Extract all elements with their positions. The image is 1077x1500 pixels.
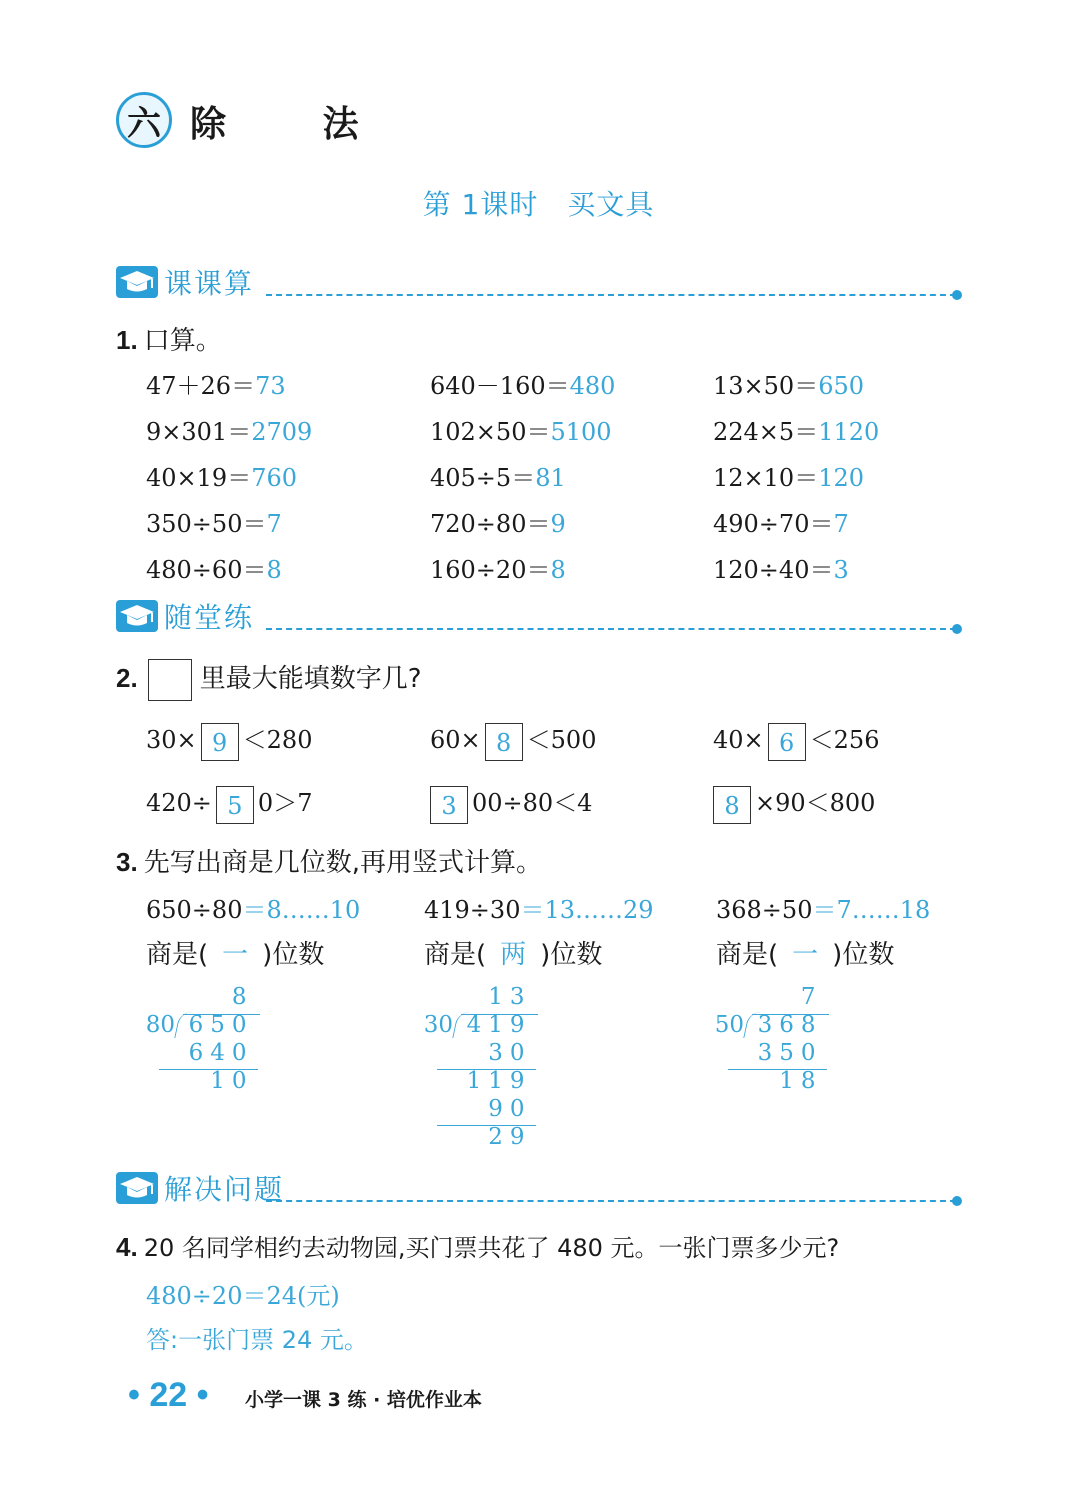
- question-text: 20 名同学相约去动物园,买门票共花了 480 元。一张门票多少元?: [143, 1234, 840, 1262]
- section-divider: [266, 294, 956, 296]
- equation: [146, 366, 286, 401]
- division-result: ＝13……29: [520, 896, 654, 924]
- quotient-digits-line: [146, 934, 324, 971]
- section-header-class-practice: [116, 598, 962, 634]
- division-equation: [716, 890, 930, 925]
- division-step: 640: [188, 1040, 254, 1066]
- equation-expression: 350÷50＝: [146, 510, 267, 538]
- equation-expression: 405÷5＝: [430, 464, 536, 492]
- inequality: [713, 720, 879, 761]
- quotient: 13: [488, 984, 532, 1010]
- long-division: [421, 984, 581, 1184]
- question-number: 2.: [116, 663, 138, 693]
- section-label: 课课算: [164, 267, 255, 300]
- graduation-cap-icon: [116, 600, 158, 632]
- quotient-prefix: 商是(: [146, 940, 209, 970]
- answer-box: 5: [216, 786, 254, 824]
- equation: [146, 458, 297, 493]
- dividend: 368: [757, 1012, 823, 1038]
- equation: [430, 550, 566, 585]
- question-3-title: [116, 842, 542, 879]
- graduation-cap-icon: [116, 266, 158, 298]
- equation: [146, 504, 282, 539]
- quotient-prefix: 商是(: [424, 940, 487, 970]
- equation-answer: 7: [266, 510, 282, 538]
- section-divider: [266, 1200, 956, 1202]
- quotient-digits-line: [716, 934, 894, 971]
- dividend: 419: [466, 1012, 532, 1038]
- inequality: [430, 783, 592, 824]
- equation-answer: 8: [550, 556, 566, 584]
- quotient-suffix: )位数: [262, 940, 325, 970]
- divisor: 80: [145, 1012, 175, 1038]
- division-step: 119: [466, 1068, 532, 1094]
- division-equation: [424, 890, 654, 925]
- answer-box: 8: [485, 723, 523, 761]
- equation-answer: 120: [818, 464, 864, 492]
- quotient-digits-line: [424, 934, 602, 971]
- quotient-digits-answer: 一: [222, 940, 249, 970]
- section-label: 随堂练: [164, 601, 255, 634]
- inequality-suffix: ＜500: [526, 726, 597, 754]
- division-equation: [146, 890, 360, 925]
- section-dot: [952, 624, 962, 634]
- question-number: 4.: [116, 1232, 138, 1262]
- equation-expression: 490÷70＝: [713, 510, 834, 538]
- division-step: 18: [779, 1068, 823, 1094]
- equation-answer: 5100: [550, 418, 612, 446]
- answer-box: 9: [201, 723, 239, 761]
- division-expression: 650÷80: [146, 896, 243, 924]
- equation-expression: 160÷20＝: [430, 556, 551, 584]
- question-4: [116, 1228, 839, 1263]
- equation-expression: 12×10＝: [713, 464, 819, 492]
- question-1-title: [116, 320, 222, 357]
- equation-answer: 650: [818, 372, 864, 400]
- equation: [713, 504, 849, 539]
- inequality-suffix: 0＞7: [257, 789, 313, 817]
- division-expression: 419÷30: [424, 896, 521, 924]
- equation-expression: 102×50＝: [430, 418, 551, 446]
- equation-answer: 7: [833, 510, 849, 538]
- inequality: [146, 720, 312, 761]
- equation-expression: 47＋26＝: [146, 372, 256, 400]
- equation: [146, 412, 312, 447]
- equation-answer: 480: [569, 372, 616, 400]
- inequality-suffix: 00÷80＜4: [472, 789, 593, 817]
- quotient-prefix: 商是(: [716, 940, 779, 970]
- division-step: 30: [488, 1040, 532, 1066]
- equation-expression: 480÷60＝: [146, 556, 267, 584]
- equation: [713, 412, 879, 447]
- lesson-title: 第 1课时 买文具: [422, 188, 655, 221]
- division-expression: 368÷50: [716, 896, 813, 924]
- question-number: 3.: [116, 847, 138, 877]
- section-divider: [266, 628, 956, 630]
- equation-answer: 2709: [251, 418, 313, 446]
- division-bar: [752, 1014, 829, 1015]
- section-header-problem-solving: [116, 1170, 962, 1206]
- division-step: 29: [488, 1124, 532, 1150]
- equation-expression: 224×5＝: [713, 418, 819, 446]
- equation-expression: 9×301＝: [146, 418, 252, 446]
- inequality-prefix: 60×: [430, 726, 481, 754]
- division-step: 90: [488, 1096, 532, 1122]
- question-text: 口算。: [143, 326, 222, 356]
- section-label: 解决问题: [164, 1173, 285, 1206]
- inequality: [713, 783, 875, 824]
- equation-expression: 13×50＝: [713, 372, 819, 400]
- quotient-digits-answer: 两: [500, 940, 527, 970]
- quotient: 8: [231, 984, 254, 1010]
- chapter-number-badge: 六: [116, 92, 172, 148]
- inequality: [146, 783, 312, 824]
- section-dot: [952, 290, 962, 300]
- equation-expression: 720÷80＝: [430, 510, 551, 538]
- inequality-suffix: ＜280: [242, 726, 313, 754]
- equation-expression: 120÷40＝: [713, 556, 834, 584]
- division-step: 350: [757, 1040, 823, 1066]
- page-number: • 22 •: [128, 1376, 209, 1414]
- equation-answer: 760: [251, 464, 297, 492]
- division-result: ＝7……18: [812, 896, 931, 924]
- equation-expression: 40×19＝: [146, 464, 252, 492]
- equation: [713, 458, 864, 493]
- division-result: ＝8……10: [242, 896, 361, 924]
- graduation-cap-icon: [116, 1172, 158, 1204]
- section-dot: [952, 1196, 962, 1206]
- divisor: 50: [714, 1012, 744, 1038]
- solution-answer: 答:一张门票 24 元。: [146, 1326, 368, 1354]
- quotient: 7: [800, 984, 823, 1010]
- question-number: 1.: [116, 325, 138, 355]
- inequality: [430, 720, 596, 761]
- division-bar: [183, 1014, 260, 1015]
- equation-answer: 73: [255, 372, 286, 400]
- equation-answer: 8: [266, 556, 282, 584]
- chapter-title: 除 法: [190, 104, 401, 145]
- equation-answer: 3: [833, 556, 849, 584]
- inequality-suffix: ×90＜800: [755, 789, 876, 817]
- equation: [146, 550, 282, 585]
- equation: [430, 504, 566, 539]
- question-2-title: [116, 658, 422, 701]
- equation-answer: 81: [535, 464, 566, 492]
- equation: [430, 458, 566, 493]
- book-title: 小学一课 3 练 · 培优作业本: [245, 1389, 482, 1411]
- equation-expression: 640－160＝: [430, 372, 570, 400]
- solution-expression: 480÷20＝24(元): [146, 1282, 340, 1310]
- section-header-practice-calc: [116, 264, 962, 300]
- equation: [430, 412, 612, 447]
- empty-box-icon: [148, 659, 192, 701]
- inequality-suffix: ＜256: [809, 726, 880, 754]
- equation-answer: 9: [550, 510, 566, 538]
- division-step: 10: [210, 1068, 254, 1094]
- answer-box: 6: [768, 723, 806, 761]
- divisor: 30: [423, 1012, 453, 1038]
- answer-box: 8: [713, 786, 751, 824]
- dividend: 650: [188, 1012, 254, 1038]
- equation: [430, 366, 615, 401]
- question-text: 里最大能填数字几?: [199, 664, 422, 694]
- quotient-suffix: )位数: [832, 940, 895, 970]
- quotient-suffix: )位数: [540, 940, 603, 970]
- inequality-prefix: 420÷: [146, 789, 212, 817]
- question-text: 先写出商是几位数,再用竖式计算。: [143, 848, 542, 878]
- long-division: [712, 984, 872, 1184]
- quotient-digits-answer: 一: [792, 940, 819, 970]
- answer-box: 3: [430, 786, 468, 824]
- inequality-prefix: 40×: [713, 726, 764, 754]
- division-bar: [461, 1014, 538, 1015]
- long-division: [143, 984, 303, 1184]
- inequality-prefix: 30×: [146, 726, 197, 754]
- equation: [713, 366, 864, 401]
- equation: [713, 550, 849, 585]
- equation-answer: 1120: [818, 418, 880, 446]
